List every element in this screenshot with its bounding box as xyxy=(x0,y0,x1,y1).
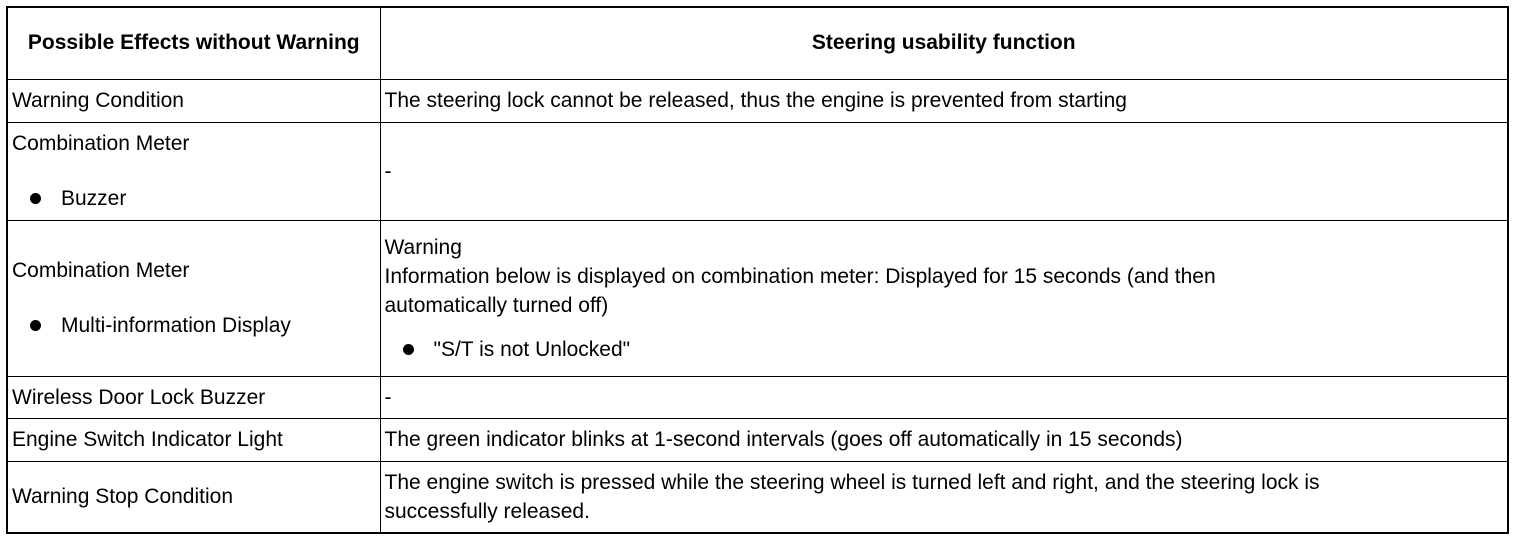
stop-condition-line-1: The engine switch is pressed while the steering wheel is turned left and right, and the steering lock is xyxy=(384,470,1320,494)
bullet-dot-icon xyxy=(30,320,41,331)
row-value-combination-meter-buzzer: - xyxy=(380,122,1508,220)
warning-title: Warning xyxy=(384,235,462,259)
row-label-wireless-door-lock-buzzer: Wireless Door Lock Buzzer xyxy=(7,376,380,418)
header-steering-usability: Steering usability function xyxy=(380,7,1508,79)
spacer xyxy=(385,320,1504,335)
row-value-wireless-door-lock-buzzer: - xyxy=(380,376,1508,418)
buzzer-label: Buzzer xyxy=(61,187,127,210)
bullet-dot-icon xyxy=(403,344,414,355)
display-info-line-1: Information below is displayed on combination meter: Displayed for 15 seconds (and then xyxy=(384,264,1216,288)
table-header-row xyxy=(7,7,1508,79)
header-possible-effects: Possible Effects without Warning xyxy=(7,7,380,79)
row-label-warning-stop-condition: Warning Stop Condition xyxy=(7,461,380,533)
bullet-item-buzzer xyxy=(12,184,376,213)
table-row xyxy=(7,122,1508,220)
combination-meter-label: Combination Meter xyxy=(12,132,190,155)
table-row xyxy=(7,461,1508,533)
row-value-combination-meter-display xyxy=(380,220,1508,376)
table-row xyxy=(7,79,1508,122)
row-label-combination-meter-display xyxy=(7,220,380,376)
row-value-warning-condition: The steering lock cannot be released, thus the engine is prevented from starting xyxy=(380,79,1508,122)
table-row xyxy=(7,376,1508,418)
bullet-item-message xyxy=(385,335,1504,364)
bullet-dot-icon xyxy=(30,193,41,204)
spacer xyxy=(12,158,376,184)
table-row xyxy=(7,220,1508,376)
effects-table xyxy=(6,6,1509,534)
stop-condition-line-2: successfully released. xyxy=(384,499,590,523)
row-label-combination-meter-buzzer xyxy=(7,122,380,220)
row-value-warning-stop-condition xyxy=(380,461,1508,533)
combination-meter-label: Combination Meter xyxy=(12,259,190,282)
bullet-item-multi-information-display xyxy=(12,311,376,340)
table-row xyxy=(7,418,1508,461)
spacer xyxy=(12,285,376,311)
multi-information-display-label: Multi-information Display xyxy=(61,314,291,337)
row-label-engine-switch-indicator: Engine Switch Indicator Light xyxy=(7,418,380,461)
display-message: "S/T is not Unlocked" xyxy=(433,337,631,361)
display-info-line-2: automatically turned off) xyxy=(384,293,609,317)
row-label-warning-condition: Warning Condition xyxy=(7,79,380,122)
row-value-engine-switch-indicator: The green indicator blinks at 1-second intervals (goes off automatically in 15 seconds) xyxy=(380,418,1508,461)
